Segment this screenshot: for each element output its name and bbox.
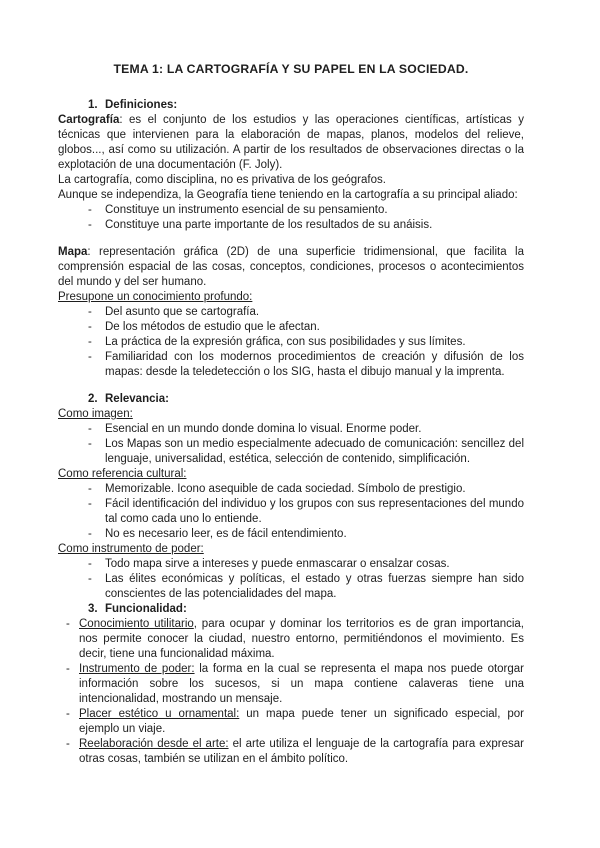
list-item-lead: Conocimiento utilitario xyxy=(79,618,194,630)
section-heading-relevancia xyxy=(58,392,524,407)
subheading-como-poder-label: Como instrumento de poder: xyxy=(58,543,204,555)
list-item-text: De los métodos de estudio que le afectan. xyxy=(105,321,320,333)
list-item-text: Las élites económicas y políticas, el estado y otras fuerzas siempre han sido conscientes de las potencialidades del mapa. xyxy=(105,573,524,600)
dash-marker: - xyxy=(88,306,92,318)
list-item-text: el arte utiliza el lenguaje de la cartografía para expresar otras cosas, también se utilizan en el ámbito político. xyxy=(79,738,524,765)
dash-marker: - xyxy=(88,321,92,333)
paragraph-disciplina: La cartografía, como disciplina, no es privativa de los geógrafos. xyxy=(58,174,386,186)
list-item-presupone-3 xyxy=(88,335,524,350)
dash-marker: - xyxy=(88,483,92,495)
subheading-como-imagen xyxy=(58,407,524,422)
list-item-text: Esencial en un mundo donde domina lo visual. Enorme poder. xyxy=(105,423,422,435)
list-item-referencia-2 xyxy=(88,497,524,527)
subheading-como-imagen-label: Como imagen: xyxy=(58,408,133,420)
list-item-poder-2 xyxy=(88,572,524,602)
dash-marker: - xyxy=(88,438,92,450)
list-item-text: Familiaridad con los modernos procedimientos de creación y difusión de los mapas: desde la teledetección o los SIG, hasta el dibujo manual y la imprenta. xyxy=(105,351,524,378)
list-item-funcionalidad-2 xyxy=(66,662,524,707)
list-item-lead: Placer estético u ornamental: xyxy=(79,708,240,720)
list-item-presupone-2 xyxy=(88,320,524,335)
section-heading-funcionalidad xyxy=(58,602,524,617)
document-title: TEMA 1: LA CARTOGRAFÍA Y SU PAPEL EN LA SOCIEDAD. xyxy=(113,62,469,76)
dash-marker: - xyxy=(88,219,92,231)
list-item-aliado-1 xyxy=(88,203,524,218)
list-item-text: Constituye un instrumento esencial de su pensamiento. xyxy=(105,204,388,216)
subheading-como-referencia xyxy=(58,467,524,482)
section-heading-label: Relevancia: xyxy=(105,393,169,405)
list-item-presupone-4 xyxy=(88,350,524,380)
dash-marker: - xyxy=(66,618,70,630)
paragraph-mapa xyxy=(58,245,524,290)
list-item-presupone-1 xyxy=(88,305,524,320)
list-item-text: Del asunto que se cartografía. xyxy=(105,306,260,318)
list-item-text: La práctica de la expresión gráfica, con sus posibilidades y sus límites. xyxy=(105,336,466,348)
section-heading-label: Funcionalidad: xyxy=(105,603,187,615)
term-cartografia: Cartografía xyxy=(58,114,120,126)
dash-marker: - xyxy=(88,351,92,363)
dash-marker: - xyxy=(88,573,92,585)
paragraph-cartografia-text: : es el conjunto de los estudios y las operaciones científicas, artísticas y técnicas que intervienen para la elaboración de mapas, planos, modelos del relieve, globos..., así como su utilización. A partir de los resultados de observaciones directas o la explotación de una documentación (F. Joly). xyxy=(58,114,524,171)
dash-marker: - xyxy=(88,558,92,570)
section-heading-label: Definiciones: xyxy=(105,99,178,111)
list-item-referencia-3 xyxy=(88,527,524,542)
dash-marker: - xyxy=(88,498,92,510)
list-item-funcionalidad-4 xyxy=(66,737,524,767)
section-number: 3. xyxy=(88,603,98,615)
term-mapa: Mapa xyxy=(58,246,88,258)
list-item-aliado-2 xyxy=(88,218,524,233)
list-item-imagen-2 xyxy=(88,437,524,467)
list-item-text: Memorizable. Icono asequible de cada sociedad. Símbolo de prestigio. xyxy=(105,483,466,495)
dash-marker: - xyxy=(88,336,92,348)
list-item-lead: Instrumento de poder: xyxy=(79,663,195,675)
list-item-funcionalidad-3 xyxy=(66,707,524,737)
list-item-text: Todo mapa sirve a intereses y puede enmascarar o ensalzar cosas. xyxy=(105,558,450,570)
list-item-text: Constituye una parte importante de los resultados de su anáisis. xyxy=(105,219,433,231)
subheading-como-referencia-label: Como referencia cultural: xyxy=(58,468,187,480)
paragraph-cartografia xyxy=(58,113,524,173)
section-number: 1. xyxy=(88,99,98,111)
paragraph-aliado: Aunque se independiza, la Geografía tiene teniendo en la cartografía a su principal aliado: xyxy=(58,189,518,201)
list-item-text: , para ocupar y dominar los territorios es de gran importancia, nos permite conocer la ciudad, nuestro entorno, permitiéndonos el movimiento. Es decir, tiene una funcionalidad máxima. xyxy=(79,618,525,660)
dash-marker: - xyxy=(66,663,70,675)
list-item-text: Fácil identificación del individuo y los grupos con sus representaciones del mundo tal como cada uno lo entiende. xyxy=(105,498,524,525)
list-item-text: Los Mapas son un medio especialmente adecuado de comunicación: sencillez del lenguaje, universalidad, estética, selección de contenido, simplificación. xyxy=(105,438,524,465)
dash-marker: - xyxy=(66,738,70,750)
subheading-presupone xyxy=(58,290,524,305)
subheading-como-poder xyxy=(58,542,524,557)
section-heading-definiciones xyxy=(58,98,524,113)
dash-marker: - xyxy=(88,204,92,216)
list-item-imagen-1 xyxy=(88,422,524,437)
subheading-presupone-label: Presupone un conocimiento profundo: xyxy=(58,291,253,303)
paragraph-mapa-text: : representación gráfica (2D) de una superficie tridimensional, que facilita la comprensión espacial de las cosas, conceptos, condiciones, procesos o acontecimientos del mundo y del ser humano. xyxy=(58,246,524,288)
section-number: 2. xyxy=(88,393,98,405)
dash-marker: - xyxy=(66,708,70,720)
list-item-funcionalidad-1 xyxy=(66,617,524,662)
dash-marker: - xyxy=(88,528,92,540)
dash-marker: - xyxy=(88,423,92,435)
list-item-text: un mapa puede tener un significado especial, por ejemplo un viaje. xyxy=(79,708,524,735)
list-item-text: No es necesario leer, es de fácil entendimiento. xyxy=(105,528,347,540)
list-item-poder-1 xyxy=(88,557,524,572)
list-item-lead: Reelaboración desde el arte: xyxy=(79,738,229,750)
list-item-text: la forma en la cual se representa el mapa nos puede otorgar información sobre los sucesos, si un mapa contiene calaveras tiene una intencionalidad, mostrando un mensaje. xyxy=(79,663,525,705)
list-item-referencia-1 xyxy=(88,482,524,497)
